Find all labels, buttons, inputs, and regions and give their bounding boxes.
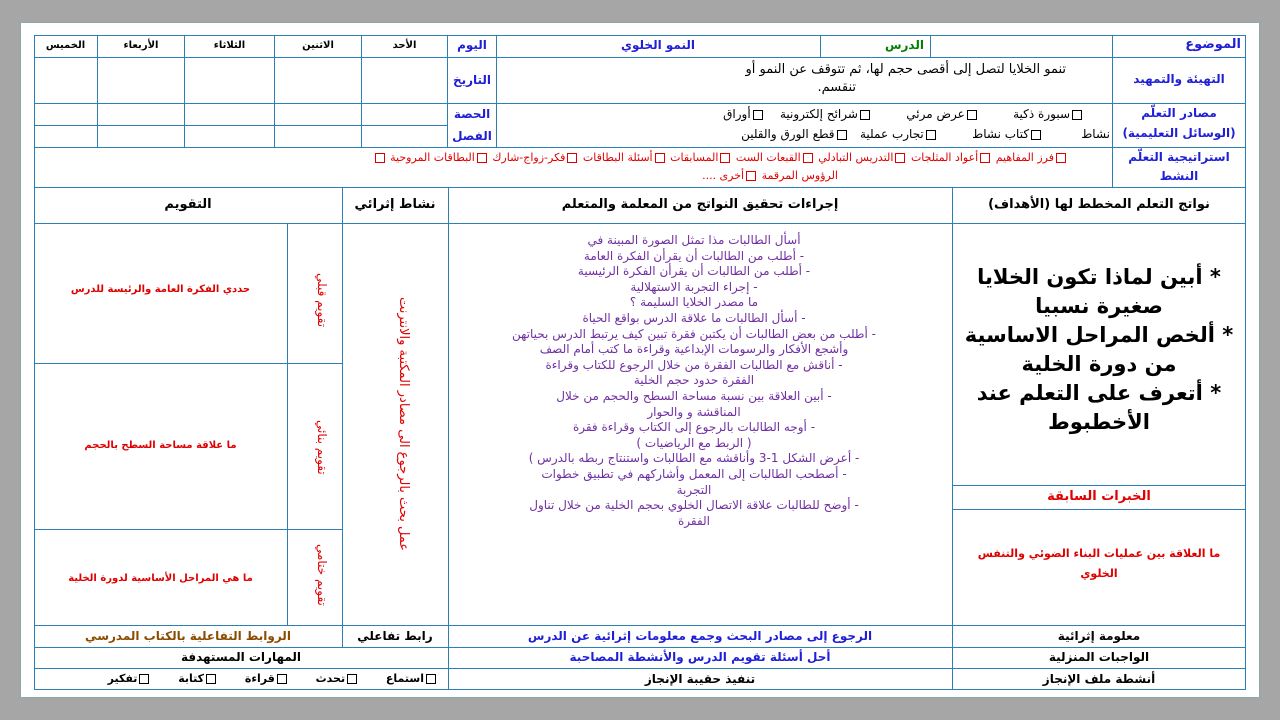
objective-line-4: من دورة الخلية — [1021, 352, 1177, 376]
strat-1: أعواد المثلجات — [910, 151, 979, 164]
objective-line-1: * أبين لماذا تكون الخلايا — [977, 265, 1221, 289]
procedure-line: أسأل الطالبات مذا تمثل الصورة المبينة في — [587, 233, 801, 247]
skill-listening: استماع — [385, 672, 424, 685]
res-paper-pens: قطع الورق والقلين — [741, 127, 835, 141]
procedures-header: إجراءات تحقيق النواتج من المعلمة والمتعلم — [561, 197, 839, 212]
intro-line-1: تنمو الخلايا لتصل إلى أقصى حجم لها، ثم تتوقف عن النمو أو — [745, 62, 1066, 77]
procedure-line: - أسأل الطالبات ما علاقة الدرس بواقع الحياة — [582, 310, 806, 325]
strat-6: فكر-زواج-شارك — [492, 151, 566, 164]
skill-reading: قراءة — [244, 672, 275, 685]
class-label: الفصل — [452, 129, 492, 143]
enrichment-text: عمل بحث بالرجوع الى مصادر المكتبة والانترنت — [396, 296, 411, 552]
portfolio-value: تنفيذ حقيبة الإنجاز — [644, 672, 756, 686]
enrichment-header: نشاط إثرائي — [354, 197, 436, 212]
strat-5: أسئلة البطاقات — [582, 151, 653, 164]
procedure-line: المناقشة و والحوار — [647, 404, 741, 419]
strat-0: فرز المفاهيم — [995, 151, 1054, 164]
prior-line-1: ما العلاقة بين عمليات البناء الضوئي والتنفس — [977, 547, 1221, 560]
procedure-line: - أناقش مع الطالبات الفقرة من خلال الرجوع للكتاب وقراءة — [545, 357, 843, 372]
strategies-label-2: النشط — [1159, 169, 1199, 183]
procedure-line: - أصطحب الطالبات إلى المعمل وأشاركهم في تطبيق خطوات — [541, 466, 847, 481]
res-slides: شرائح إلكترونية — [779, 107, 858, 121]
enrich-info-value: الرجوع إلى مصادر البحث وجمع معلومات إثرائية عن الدرس — [527, 629, 873, 643]
skill-writing: كتابة — [178, 672, 205, 685]
procedure-line: - أطلب من الطالبات أن يقرأن الفكرة الرئيسية — [577, 264, 811, 279]
homework-value: أحل أسئلة تقويم الدرس والأنشطة المصاحبة — [569, 650, 831, 664]
resources-label-2: (الوسائل التعليمية) — [1122, 126, 1236, 140]
procedure-line: - إجراء التجربة الاستهلالية — [630, 279, 758, 294]
objective-line-6: الأخطبوط — [1048, 410, 1150, 434]
res-papers: أوراق — [723, 107, 751, 121]
homework-label: الواجبات المنزلية — [1048, 650, 1150, 664]
strat-2: التدريس التبادلي — [818, 151, 894, 164]
procedure-line: - أوضح للطالبات علاقة الاتصال الخلوي بحجم الخلية من خلال تناول — [529, 498, 859, 513]
skills-row — [38, 672, 438, 686]
skill-speaking: تحدث — [315, 672, 346, 685]
lesson-label: الدرس — [884, 38, 924, 52]
procedure-line: الفقرة حدود حجم الخلية — [633, 373, 755, 388]
objective-line-5: * أتعرف على التعلم عند — [976, 381, 1222, 405]
res-activity-book: كتاب نشاط — [972, 127, 1030, 141]
lesson-plan-table — [34, 35, 1246, 690]
intro-label: التهيئة والتمهيد — [1133, 72, 1225, 86]
strategies-label-1: استراتيجية التعلّم — [1128, 150, 1230, 164]
day-thursday: الخميس — [45, 40, 86, 51]
prior-label: الخبرات السابقة — [1047, 489, 1151, 504]
skill-thinking: تفكير — [107, 672, 138, 685]
lesson-value: النمو الخلوي — [621, 38, 695, 52]
period-label: الحصة — [453, 107, 491, 121]
eval-type-final: تقويم ختامي — [315, 544, 329, 606]
procedure-line: الفقرة — [677, 513, 711, 528]
strat-9: أخرى .... — [702, 169, 745, 182]
procedure-line: - أعرض الشكل 1-3 وأناقشه مع الطالبات واستنتاج ربطه بالدرس ) — [528, 451, 860, 466]
resources-label-1: مصادر التعلّم — [1141, 106, 1217, 120]
strat-8: الرؤوس المرقمة — [761, 169, 838, 182]
procedure-line: - أبين العلاقة بين نسبة مساحة السطح والحجم من خلال — [556, 388, 832, 403]
strategies-row-1 — [38, 151, 1068, 165]
skills-label: المهارات المستهدفة — [180, 650, 302, 664]
strat-7: البطاقات المروحية — [390, 151, 475, 164]
procedure-line: وأشجع الأفكار والرسومات الإبداعية وقراءة ما كتب أمام الصف — [539, 342, 849, 357]
day-tuesday: الثلاثاء — [213, 40, 246, 51]
procedure-line: - أطلب من بعض الطالبات أن يكتبن فقرة تبين كيف يرتبط الدرس بحياتهن — [512, 326, 876, 341]
res-smartboard: سبورة ذكية — [1013, 107, 1070, 121]
evaluation-header: التقويم — [164, 197, 212, 212]
date-label: التاريخ — [452, 73, 492, 87]
interactive-label: رابط تفاعلي — [357, 629, 433, 643]
eval-type-pre: تقويم قبلي — [315, 272, 329, 328]
intro-line-2: تنقسم. — [817, 80, 856, 95]
res-experiments: تجارب عملية — [860, 127, 924, 141]
eval-text-final: ما هي المراحل الأساسية لدورة الخلية — [68, 573, 253, 584]
day-wednesday: الأربعاء — [123, 40, 159, 51]
day-monday: الاثنين — [302, 40, 334, 51]
eval-text-formative: ما علاقة مساحة السطح بالحجم — [84, 440, 237, 451]
procedure-line: - أوجه الطالبات بالرجوع إلى الكتاب وقراءة فقرة — [572, 420, 816, 435]
res-video: عرض مرئي — [906, 107, 965, 121]
day-label: اليوم — [457, 38, 487, 52]
strat-4: المسابقات — [670, 151, 719, 164]
topic-label: الموضوع — [1185, 37, 1241, 52]
strategies-row-2 — [38, 169, 838, 183]
enrich-info-label: معلومة إثرائية — [1057, 629, 1141, 643]
procedure-line: التجربة — [676, 482, 712, 497]
objectives-block — [954, 263, 1244, 437]
outcomes-header: نواتج التعلم المخطط لها (الأهداف) — [988, 197, 1210, 212]
objective-line-2: صغيرة نسبيا — [1035, 294, 1163, 318]
resources-row-2 — [500, 127, 1110, 141]
strat-3: القبعات الست — [735, 151, 801, 164]
day-sunday: الأحد — [392, 40, 417, 51]
resources-row-1 — [500, 107, 1084, 121]
eval-type-formative: تقويم بنائي — [315, 419, 329, 475]
eval-text-pre: حددي الفكرة العامة والرئيسة للدرس — [70, 284, 251, 295]
prior-line-2: الخلوي — [1080, 567, 1118, 580]
procedure-line: ( الربط مع الرياضيات ) — [636, 435, 752, 450]
res-activity: نشاط — [1081, 127, 1110, 141]
procedure-line: ما مصدر الخلايا السليمة ؟ — [629, 295, 759, 310]
procedures-block — [454, 233, 934, 529]
objective-line-3: * ألخص المراحل الاساسية — [964, 323, 1234, 347]
portfolio-label: أنشطة ملف الإنجاز — [1042, 672, 1156, 686]
interactive-value[interactable]: الروابط التفاعلية بالكتاب المدرسي — [85, 629, 291, 643]
procedure-line: - أطلب من الطالبات أن يقرأن الفكرة العامة — [583, 248, 805, 263]
